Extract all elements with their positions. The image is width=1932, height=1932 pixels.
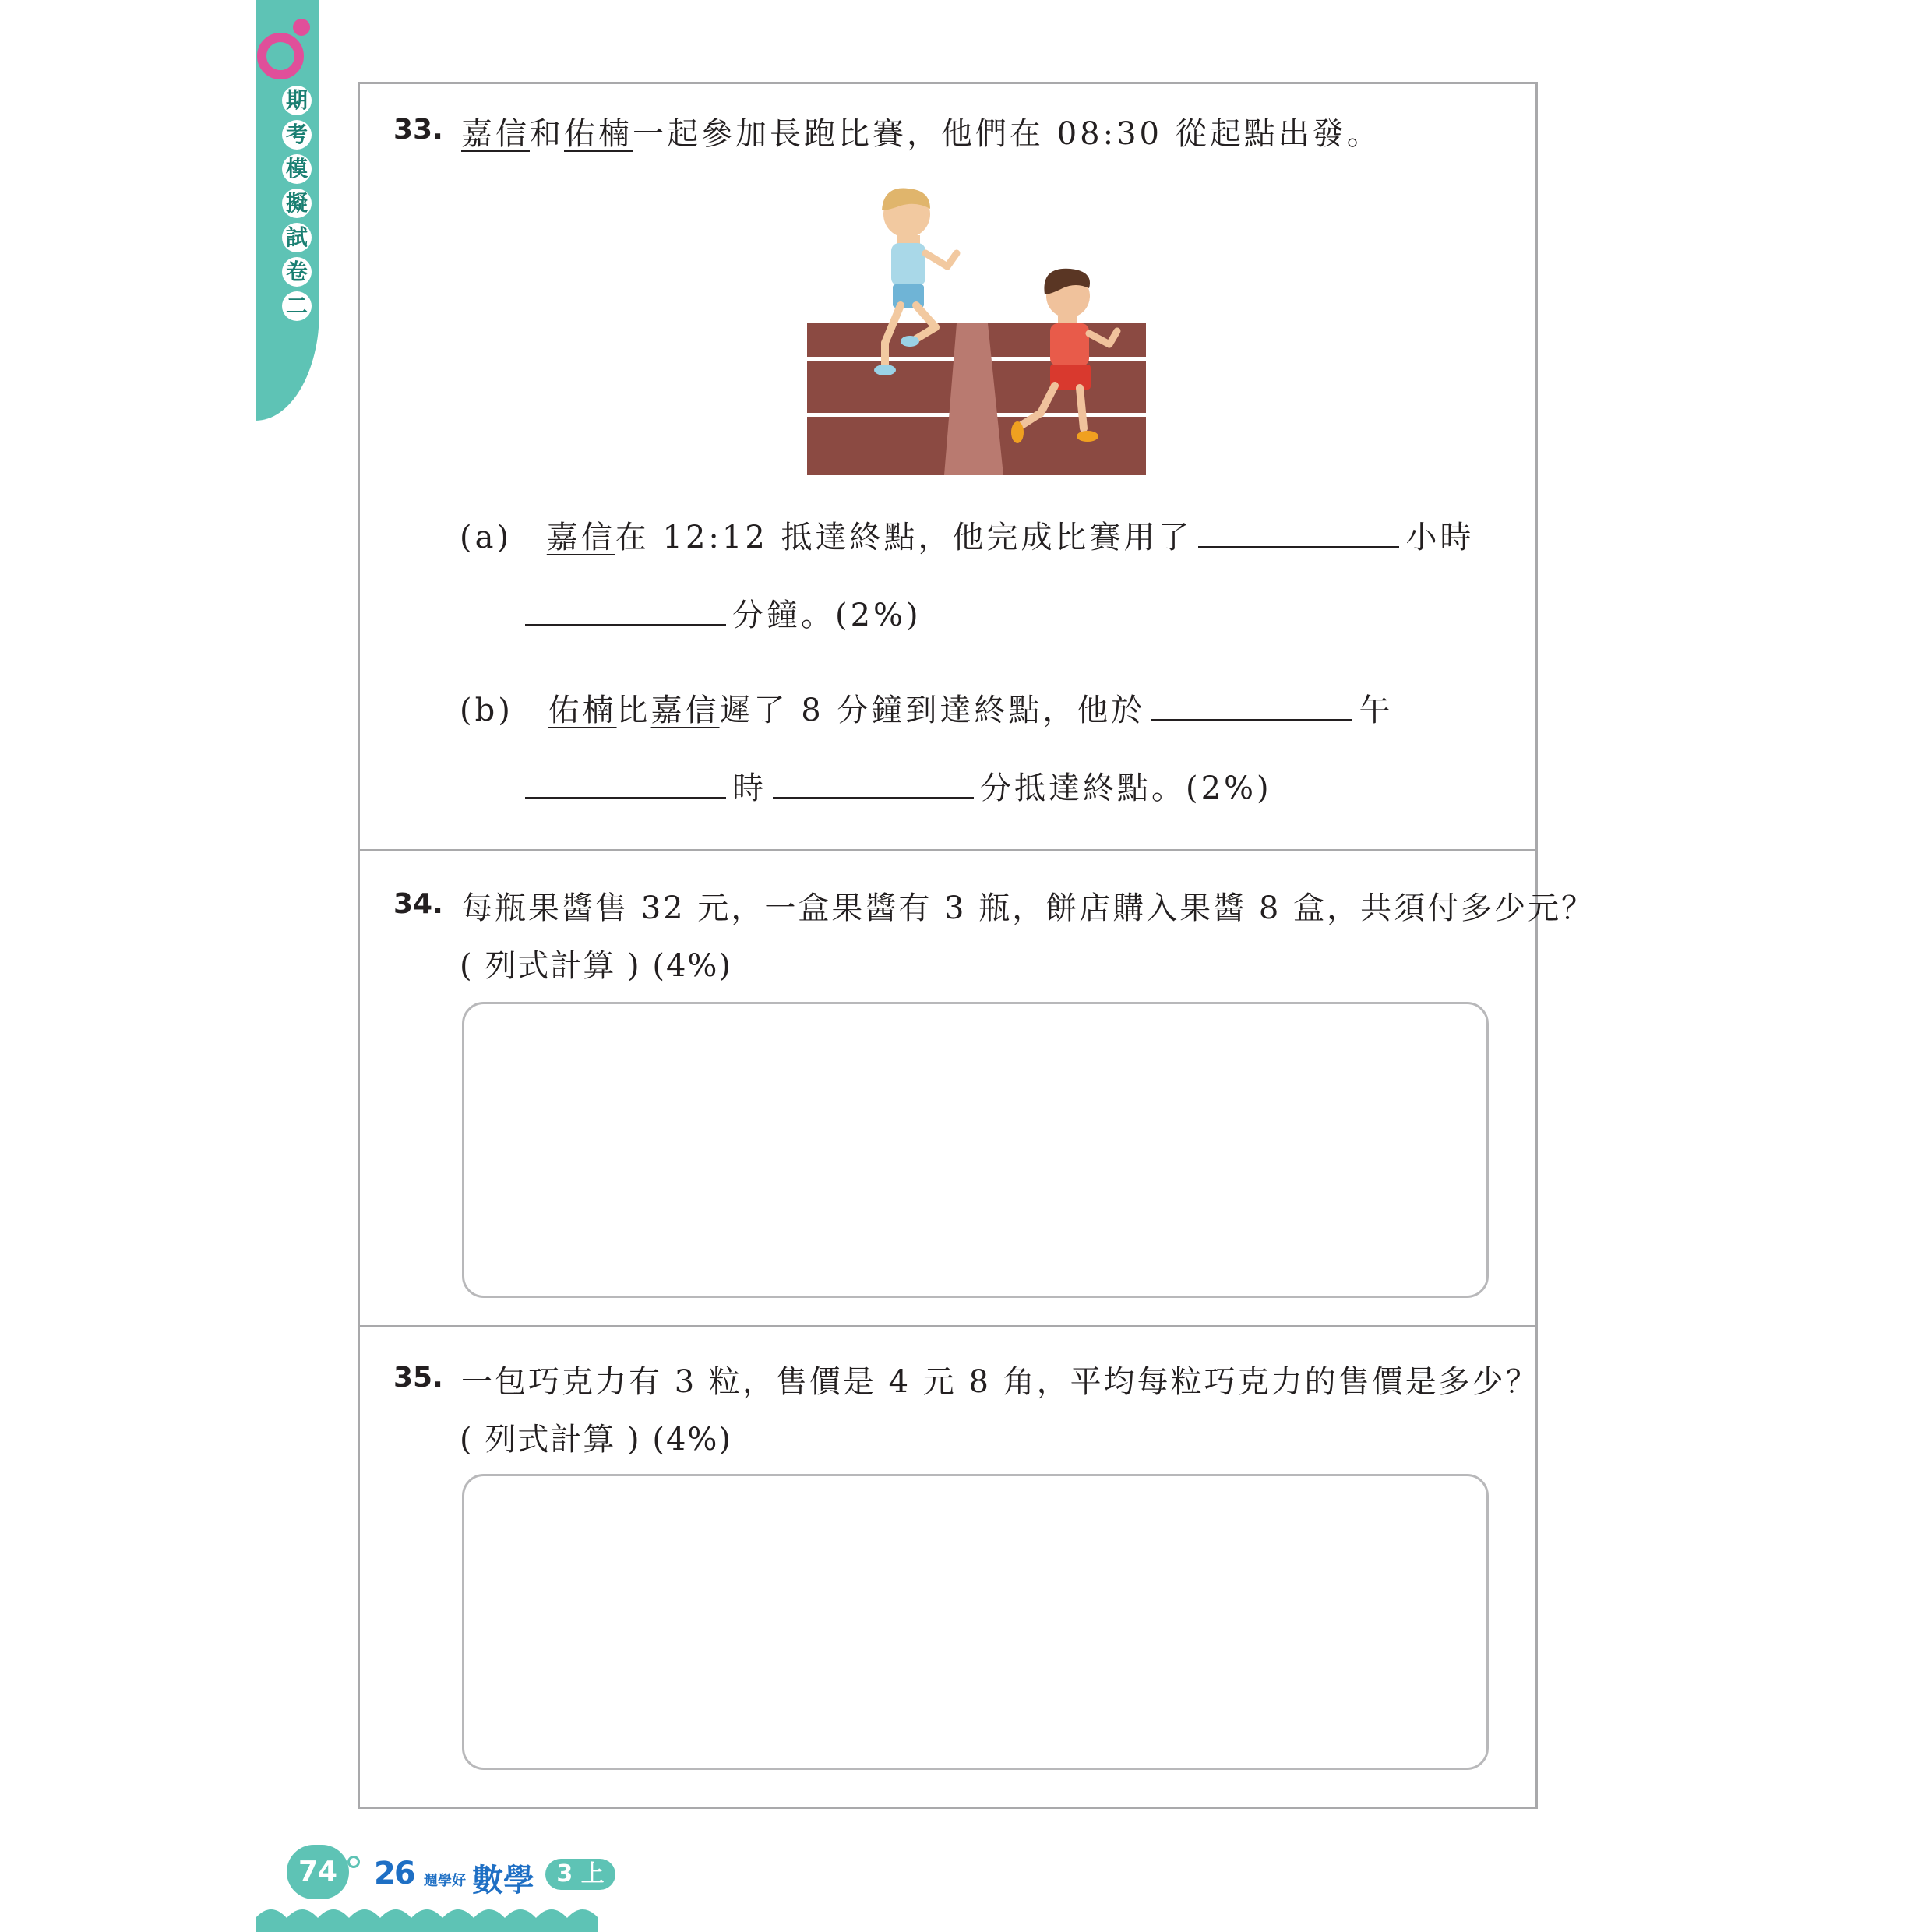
question-34-note: ( 列式計算 ) (4%) [460, 948, 733, 984]
part-a-label: (a) [460, 520, 513, 555]
section-title-char: 擬 [282, 189, 312, 218]
answer-blank-minutes[interactable] [525, 598, 726, 626]
part-b-label: (b) [460, 693, 513, 728]
answer-blank-hour[interactable] [525, 770, 726, 799]
wave-decoration [256, 1901, 598, 1932]
grade-badge: 3 上 [545, 1859, 615, 1890]
answer-blank-ampm[interactable] [1151, 693, 1352, 721]
answer-box-35[interactable] [462, 1474, 1489, 1770]
section-title-char: 期 [282, 86, 312, 115]
divider [360, 849, 1535, 851]
answer-box-34[interactable] [462, 1002, 1489, 1298]
answer-blank-minute[interactable] [773, 770, 974, 799]
name-jiaxin: 嘉信 [650, 693, 720, 728]
question-33-text [461, 109, 1381, 153]
section-title-char: 卷 [282, 257, 312, 287]
question-33-body: 一起參加長跑比賽，他們在 08:30 從起點出發。 [633, 116, 1381, 152]
part-a-text: 在 12:12 抵達終點，他完成比賽用了 [615, 520, 1193, 555]
question-34-text: 每瓶果醬售 32 元，一盒果醬有 3 瓶，餅店購入果醬 8 盒，共須付多少元？ [461, 890, 1595, 926]
brand-logo-number: 26 [374, 1856, 414, 1891]
degree-icon [347, 1856, 360, 1868]
name-youlan: 佑楠 [564, 116, 633, 152]
question-35-text: 一包巧克力有 3 粒，售價是 4 元 8 角，平均每粒巧克力的售價是多少？ [461, 1364, 1539, 1400]
unit-hours: 小時 [1405, 520, 1475, 555]
dot-icon [293, 19, 310, 36]
question-33a [460, 513, 1474, 557]
section-title-char: 二 [282, 291, 312, 321]
unit-minute-arrive: 分抵達終點。(2%) [980, 770, 1272, 806]
runners-illustration [807, 179, 1150, 475]
section-title-char: 模 [282, 154, 312, 184]
unit-hour: 時 [732, 770, 767, 806]
question-number-34: 34. [393, 888, 443, 920]
unit-minutes: 分鐘。(2%) [732, 598, 922, 633]
page-footer [256, 1839, 629, 1932]
section-title [282, 86, 313, 321]
question-33a-cont [525, 591, 922, 635]
question-33b [460, 686, 1393, 730]
unit-noon: 午 [1359, 693, 1394, 728]
conj: 和 [530, 116, 564, 152]
brand-logo-subtitle: 週學好 [424, 1873, 466, 1889]
name-youlan: 佑楠 [548, 693, 617, 728]
running-track [807, 323, 1146, 475]
page-number: 74 [287, 1845, 349, 1899]
brand-logo-title: 數學 [472, 1863, 534, 1899]
name-jiaxin: 嘉信 [461, 116, 530, 152]
ring-icon [257, 33, 304, 79]
section-title-char: 考 [282, 120, 312, 150]
divider [360, 1325, 1535, 1327]
question-33b-cont [525, 763, 1272, 808]
part-b-text: 遲了 8 分鐘到達終點，他於 [719, 693, 1146, 728]
answer-blank-hours[interactable] [1198, 520, 1399, 548]
question-number-35: 35. [393, 1362, 443, 1394]
section-title-char: 試 [282, 223, 312, 252]
name-jiaxin: 嘉信 [546, 520, 615, 555]
comparison-word: 比 [616, 693, 651, 728]
question-35-note: ( 列式計算 ) (4%) [460, 1422, 733, 1458]
question-number-33: 33. [393, 114, 443, 146]
